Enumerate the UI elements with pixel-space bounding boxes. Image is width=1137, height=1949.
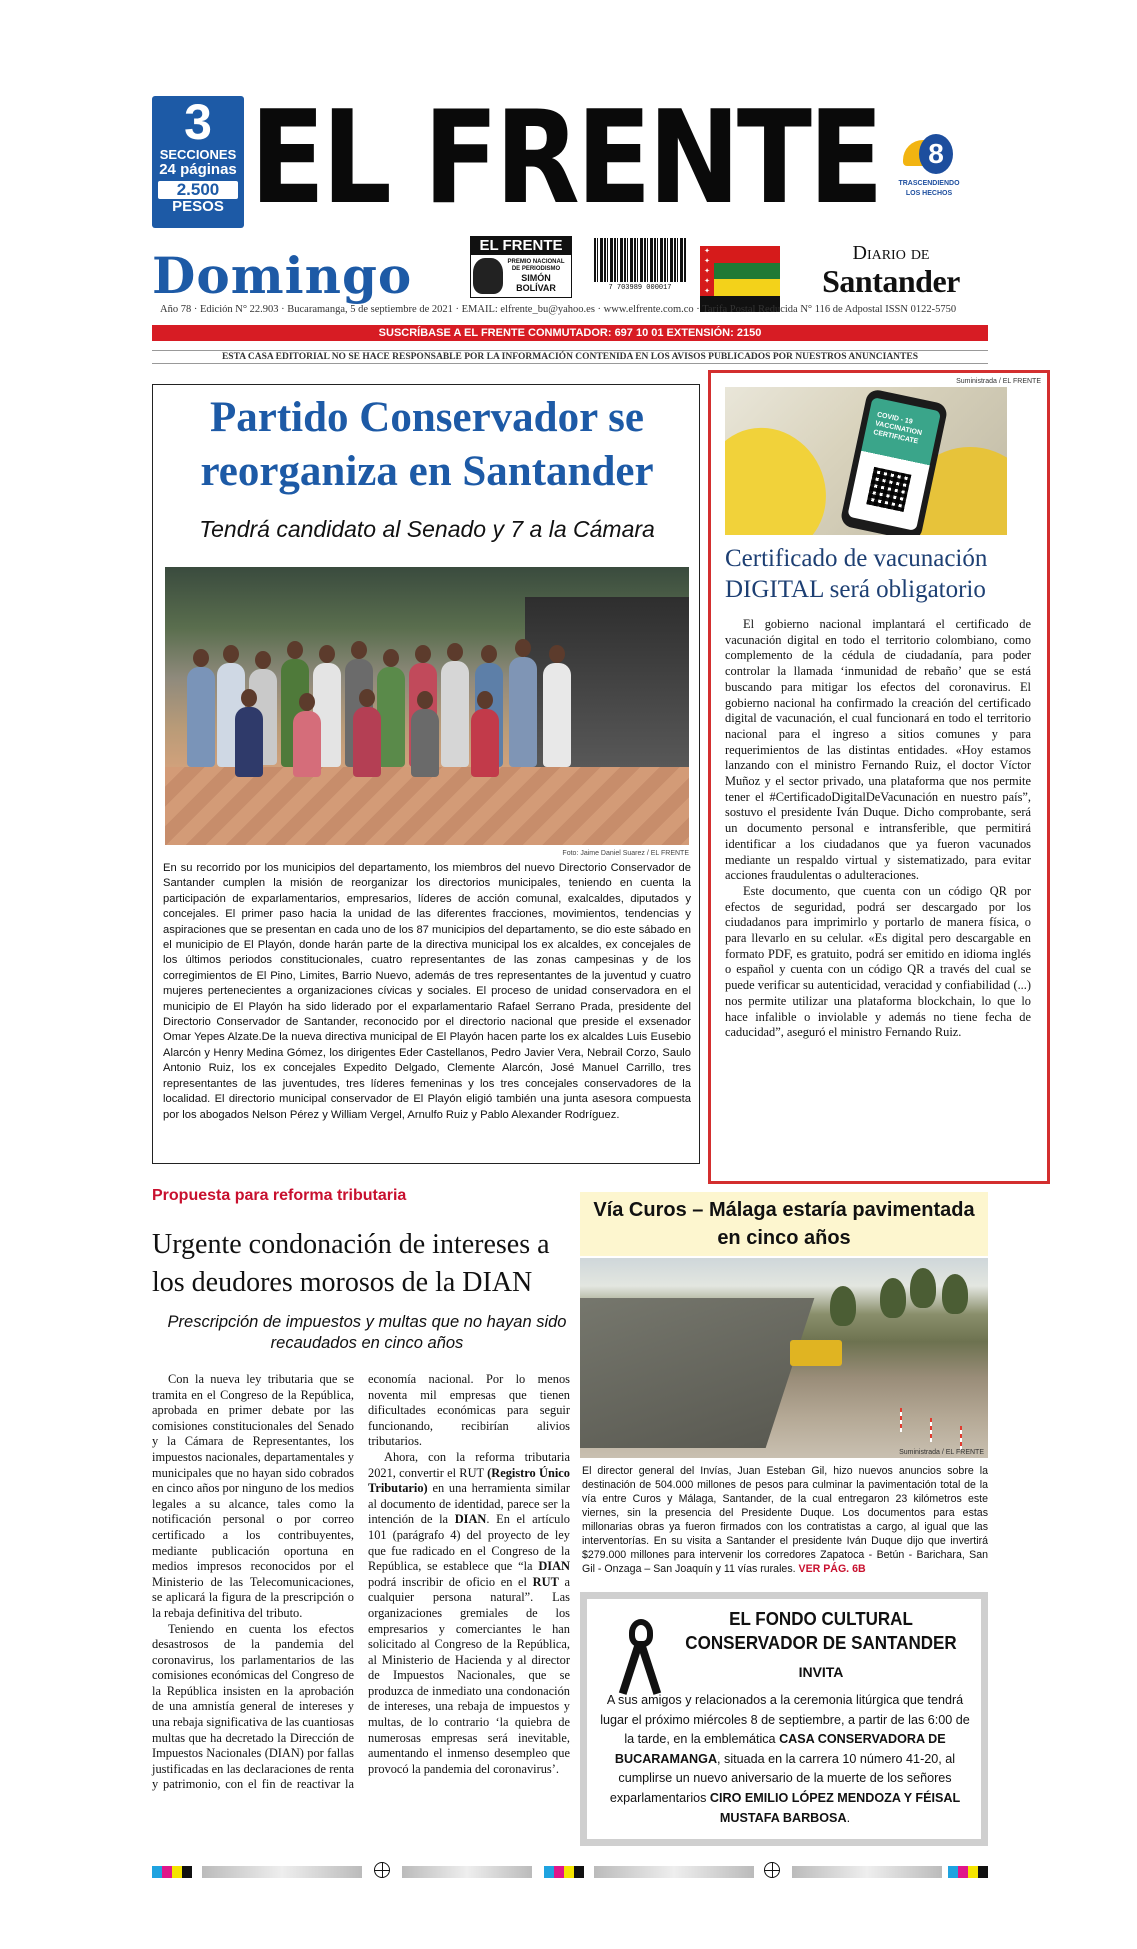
partner-logo-line-2: Santander: [822, 263, 960, 299]
anniversary-caption-2: LOS HECHOS: [905, 190, 953, 197]
reform-text: . En el artículo 101 (parágrafo 4) del proyecto de ley que fue radicado en el Congreso de la República, se establece que “la: [368, 1512, 570, 1574]
invitation-organization: EL FONDO CULTURAL CONSERVADOR DE SANTANDER: [685, 1608, 957, 1653]
reform-text: Ahora, con la reforma tributaria 2021, convertir el RUT: [368, 1449, 570, 1480]
anniversary-caption-1: TRASCENDIENDO: [898, 180, 960, 187]
group-photo: [165, 567, 689, 845]
lead-deck: Tendrá candidato al Senado y 7 a la Cámara: [199, 516, 655, 542]
barcode-icon: [594, 238, 686, 282]
reform-paragraph: Teniendo en cuenta los efectos desastrosos de la pandemia del coronavirus, los parlamentarios de las comisiones económicas del Congreso de la República insisten en la aprobación de una amnistía general de intereses y una rebaja significativa de las cuantiosas multas que ha decretado la Dirección de Impuestos Nacionales (DIAN) por fallas justificadas en las declaraciones de renta y patrimonio, con el fin de reactivar la economía nacional. Por lo menos noventa mil empresas que tienen dificultades económicas para seguir funcionando, recibirían alivios tributarios.: [152, 1372, 570, 1792]
invitation-text: [595, 1691, 975, 1828]
mourning-ribbon-icon: [621, 1619, 661, 1695]
road-photo: [580, 1258, 988, 1458]
award-name-1: SIMÓN: [521, 273, 551, 283]
reform-bold-rut: (Registro Único Tributario): [368, 1465, 570, 1496]
color-swatches: [152, 1866, 192, 1878]
edition-badge: [152, 96, 244, 228]
vaccination-paragraph: Este documento, que cuenta con un código QR por efectos de seguridad, podrá ser descargado por los ciudadanos para imprimirlo y portarlo de manera física, o para llevarlo en su celular. «Es digital pero descargable en formato PDF, es gratuito, podrá ser emitido en idioma inglés o español y cuenta con un código QR a través del cual se puede verificar su autenticidad, veracidad y confiabilidad (...) nos permite utilizar una plataforma blockchain, lo que lo hace infalible o inviolable y además no tiene fecha de caducidad”, aseguró el ministro Fernando Ruiz.: [725, 883, 1031, 1040]
invitation-names: CIRO EMILIO LÓPEZ MENDOZA Y FÉISAL MUSTAFA BARBOSA: [709, 1790, 961, 1825]
lead-headline: Partido Conservador se reorganiza en Santander: [200, 394, 654, 495]
reform-text: a cualquier persona natural”. Las organizaciones gremiales de los empresarios y comerciantes le han solicitado al Congreso de la República, al Ministerio de Hacienda y al director de Impuestos Nacionales, que se produzca de inmediato una condonación de intereses, una rebaja de impuestos y multas, de lo contrario ‘la quiebra de numerosas empresas será inevitable, aumentando el inmenso desempleo que provocó la pandemia del coronavirus’.: [368, 1574, 570, 1776]
anniversary-emblem-icon: 8: [903, 134, 955, 178]
road-caption-text: El director general del Invías, Juan Esteban Gil, hizo nuevos anuncios sobre la destinación de 504.000 millones de pesos para culminar la pavimentación total de la vía entre Curos y Málaga, Santander, de la cual entregaron 23 kilómetros este viernes, sin la presencia del Presidente Duque. Los documentos para estas millonarias obras ya fueron firmados con los contratistas a cargo, al igual que las interventorías. En su visita a Santander el presidente Iván Duque dijo que invertirá $279.000 millones para intervenir los corredores Zapatoca - Betún - Barichara, San Gil - Onzaga – San Joaquín y 11 vías rurales.: [582, 1465, 988, 1575]
lead-article: [152, 384, 700, 1164]
editorial-disclaimer: ESTA CASA EDITORIAL NO SE HACE RESPONSABLE POR LA INFORMACIÓN CONTENIDA EN LOS AVISOS PUBLICADOS POR NUESTROS ANUNCIANTES: [152, 350, 988, 364]
sections-count: 3: [184, 94, 212, 150]
color-swatches: [544, 1866, 584, 1878]
print-marks: [152, 1860, 988, 1880]
partner-logo: [796, 242, 986, 300]
memorial-invitation: [580, 1592, 988, 1846]
award-line-1: PREMIO NACIONAL: [507, 259, 565, 265]
barcode: [594, 238, 686, 296]
invitation-text-part: .: [846, 1810, 851, 1825]
reform-text: podrá inscribir de oficio en el: [368, 1574, 533, 1589]
edition-day: Domingo: [152, 246, 413, 305]
pages-label: 24 páginas: [159, 161, 237, 178]
invitation-text-part: , situada en la carrera 10 número 41-20, al cumplirse un nuevo aniversario de la muerte de los señores exparlamentarios: [609, 1751, 956, 1805]
dateline: Año 78 · Edición N° 22.903 · Bucaramanga, 5 de septiembre de 2021 · EMAIL: elfrente_bu@yahoo.es · www.elfrente.com.co · Tarifa Postal Reducida N° 116 de Adpostal ISSN 0122-5750: [160, 304, 957, 315]
road-headline: Vía Curos – Málaga estaría pavimentada en cinco años: [580, 1192, 988, 1256]
reform-bold-dian: DIAN: [454, 1512, 487, 1527]
see-page-link[interactable]: VER PÁG. 6B: [798, 1563, 866, 1575]
reform-headline: Urgente condonación de intereses a los deudores morosos de la DIAN: [152, 1229, 550, 1298]
award-logo: [470, 236, 572, 298]
barcode-digits: 7 703989 000017: [608, 284, 672, 292]
invitation-heading: INVITA: [798, 1664, 844, 1680]
newspaper-title: EL FRENTE: [250, 84, 881, 233]
reform-paragraph: Con la nueva ley tributaria que se tramita en el Congreso de la República, aprobada en primer debate por las comisiones constitucionales del Senado y la Cámara de Representantes, los impuestos nacionales, departamentales y municipales que no hayan sido cobrados en cinco años por ninguno de los medios legales a su alcance, tales como la notificación personal o por correo certificado a los contribuyentes, mediante publicación oportuna en medios impresos reconocidos por el Ministerio de las Telecomunicaciones, se aplicará la figura de la prescripción o la rebaja definitiva del tributo.: [152, 1372, 355, 1620]
reform-bold-rut: RUT: [532, 1574, 559, 1589]
vaccination-body: [725, 617, 1031, 1041]
vaccination-photo: [725, 387, 1007, 535]
reform-kicker: Propuesta para reforma tributaria: [152, 1187, 407, 1204]
road-grader-icon: [790, 1340, 842, 1366]
subscribe-banner: SUSCRÍBASE A EL FRENTE CONMUTADOR: 697 10 01 EXTENSIÓN: 2150: [152, 325, 988, 341]
santander-flag-icon: ✦ ✦ ✦ ✦ ✦: [700, 246, 780, 296]
lead-photo-credit: Foto: Jaime Daniel Suarez / EL FRENTE: [562, 850, 689, 857]
bolivar-portrait-icon: [473, 258, 503, 294]
vaccination-title: Certificado de vacunación DIGITAL será obligatorio: [725, 545, 988, 603]
lead-body: En su recorrido por los municipios del departamento, los miembros del nuevo Directorio Conservador de Santander cumplen la misión de reorganizar los directorios municipales, teniendo en cuenta la participación de exparlamentarios, empresarios, líderes de acción comunal, exalcaldes, diputados y concejales. El primer paso hacia la unidad de las diferentes fracciones, movimientos, tendencias y aspiraciones que se presentan en cada uno de los 87 municipios del departamento, se dio este sábado en el municipio de El Playón, donde harán parte de la directiva municipal los ex alcaldes, ex concejales de los últimos periodos constitucionales, cuatro representantes de las zonas campesinas y de los corregimientos de El Pino, Limites, Barrio Nuevo, además de tres representantes de la juventud y cuatro mujeres pertenecientes a organizaciones cívicas y sociales. El proceso de unidad conservadora en el municipio de El Playón ha sido liderado por el exparlamentario Rafael Serrano Prada, presidente del Directorio Conservador de Santander, reconocido por el directorio nacional que preside el exsenador Omar Yepes Alzate.De la nueva directiva municipal de El Playón hacen parte los ex alcaldes Luis Eusebio Alarcón y Henry Medina Gómez, los dirigentes Eder Castellanos, Pedro Javier Vera, Nebrail Corzo, Saulo Antonio Ruiz, los ex concejales Expedito Delgado, Clemente Alarcón, José Manuel Carrillo, tres representantes de las juventudes, tres líderes femeninas y los tres concejales conservadores de la localidad. El directorio municipal conservador de El Playón eligió también una junta asesora compuesta por los abogados Nelson Pérez y William Vergel, Arnulfo Ruiz y Pablo Alexander Rodríguez.: [163, 862, 691, 1121]
vaccination-article: [708, 370, 1050, 1184]
registration-mark-icon: [374, 1862, 390, 1878]
price-value: 2.500: [158, 181, 238, 199]
vaccination-paragraph: El gobierno nacional implantará el certificado de vacunación digital en todo el territorio colombiano, como complemento de la cédula de ciudadanía, para poder controlar la llamada ‘inmunidad de rebaño’ que se está buscando para mitigar los efectos del coronavirus. El gobierno nacional ha confirmado la creación del certificado digital de vacunación, el cual funcionará en todo el territorio nacional para el ingreso a sitios comunes y para requerimientos de las distintas entidades. «Hoy estamos lanzando con el ministro Fernando Ruiz, el doctor Víctor Muñoz y el sector privado, una plataforma que nos permite tener el #CertificadoDigitalDeVacunación en nuestro país”, sostuvo el presidente Iván Duque. Dicho comprobante, será un documento personal e intransferible, que permitirá identificar a los ciudadanos que ya fueron vacunados mediante un respaldo virtual y sistematizado, para evitar acciones fraudulentas o adulteraciones.: [725, 617, 1031, 883]
color-swatches: [948, 1866, 988, 1878]
vaccination-photo-screen-text: COVID - 19 VACCINATION CERTIFICATE: [872, 411, 923, 446]
reform-body: [152, 1372, 570, 1864]
reform-deck: Prescripción de impuestos y multas que no hayan sido recaudados en cinco años: [167, 1313, 567, 1352]
award-line-2: DE PERIODISMO: [511, 266, 561, 272]
sections-label: SECCIONES: [159, 147, 237, 162]
vaccination-photo-credit: Suministrada / EL FRENTE: [956, 378, 1041, 385]
award-logo-title: EL FRENTE: [471, 237, 571, 255]
award-name-2: BOLÍVAR: [516, 283, 556, 293]
price-currency: PESOS: [172, 198, 224, 215]
road-photo-credit: Suministrada / EL FRENTE: [899, 1449, 984, 1456]
road-caption: [582, 1464, 988, 1576]
invitation-place: CASA CONSERVADORA DE BUCARAMANGA: [614, 1732, 946, 1766]
reform-text: en una herramienta similar al documento de identidad, parece ser la intención de la: [368, 1481, 570, 1527]
reform-bold-dian: DIAN: [538, 1559, 570, 1574]
reform-paragraph: [368, 1450, 570, 1777]
registration-mark-icon: [764, 1862, 780, 1878]
partner-logo-line-1: Diario de: [852, 242, 930, 264]
invitation-text-part: A sus amigos y relacionados a la ceremonia litúrgica que tendrá lugar el próximo miércoles 8 de septiembre, a partir de las 6:00 de la tarde, en la emblemática: [600, 1693, 970, 1747]
anniversary-logo: [896, 134, 962, 212]
qr-code-icon: [866, 467, 911, 512]
